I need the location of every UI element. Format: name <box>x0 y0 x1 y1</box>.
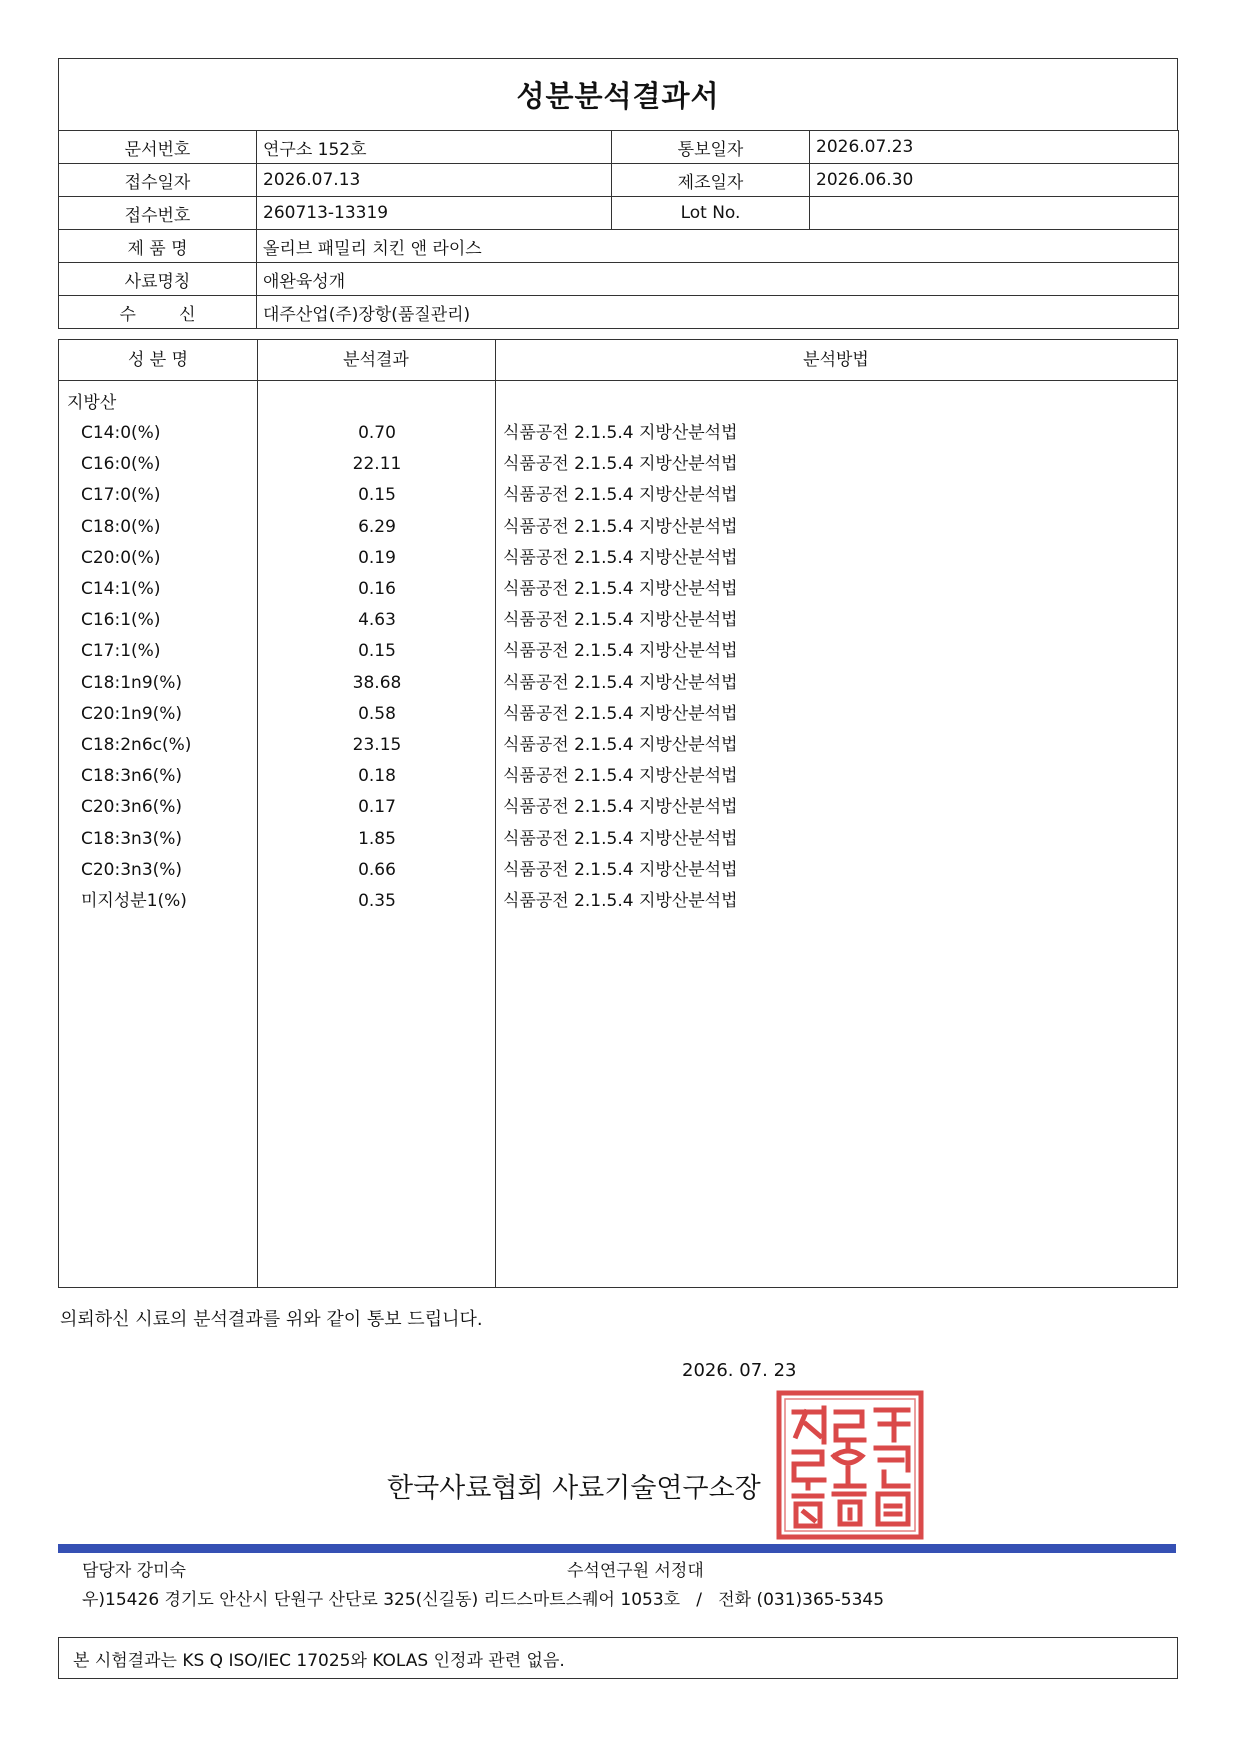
lot-label: Lot No. <box>612 197 810 230</box>
table-row <box>59 699 1177 730</box>
result-value: 0.70 <box>358 423 396 443</box>
group-label: 지방산 <box>67 393 117 413</box>
results-table <box>58 339 1178 1288</box>
table-row <box>59 761 1177 792</box>
mfg-date-label: 제조일자 <box>612 164 810 197</box>
result-value: 38.68 <box>352 672 402 693</box>
table-row <box>59 512 1177 543</box>
footer-note-box <box>58 1637 1178 1679</box>
table-row <box>59 824 1177 855</box>
sample-value: 애완육성개 <box>257 263 1179 296</box>
receipt-no-value: 260713-13319 <box>257 197 612 230</box>
notice-text: 의뢰하신 시료의 분석결과를 위와 같이 통보 드립니다. <box>60 1309 483 1330</box>
header-method: 분석방법 <box>803 350 869 370</box>
method-text: 식품공전 2.1.5.4 지방산분석법 <box>503 547 738 568</box>
table-row <box>59 574 1177 605</box>
table-row <box>59 636 1177 667</box>
doc-no-label: 문서번호 <box>59 131 257 164</box>
table-row <box>59 668 1177 699</box>
result-value: 0.58 <box>358 703 396 724</box>
component-name: C20:1n9(%) <box>81 703 183 724</box>
info-row <box>59 131 1179 164</box>
method-text: 식품공전 2.1.5.4 지방산분석법 <box>503 766 738 787</box>
mfg-date-value: 2026.06.30 <box>810 164 1179 197</box>
table-row <box>59 605 1177 636</box>
sample-label: 사료명칭 <box>59 263 257 296</box>
component-name: C16:0(%) <box>81 454 161 475</box>
header-result: 분석결과 <box>343 350 409 370</box>
table-row <box>59 792 1177 823</box>
table-row <box>59 730 1177 761</box>
table-row <box>59 480 1177 511</box>
accent-divider <box>58 1544 1176 1553</box>
method-text: 식품공전 2.1.5.4 지방산분석법 <box>503 859 738 880</box>
receipt-date-value: 2026.07.13 <box>257 164 612 197</box>
recipient-value: 대주산업(주)장항(품질관리) <box>257 296 1179 329</box>
title-box <box>58 58 1178 130</box>
info-row <box>59 263 1179 296</box>
document-title: 성분분석결과서 <box>516 79 720 113</box>
method-text: 식품공전 2.1.5.4 지방산분석법 <box>503 454 738 475</box>
footer-note: 본 시험결과는 KS Q ISO/IEC 17025와 KOLAS 인정과 관련 없음. <box>73 1650 565 1671</box>
result-value: 0.66 <box>358 859 396 880</box>
method-text: 식품공전 2.1.5.4 지방산분석법 <box>503 579 738 599</box>
method-text: 식품공전 2.1.5.4 지방산분석법 <box>503 610 738 631</box>
address-line: 우)15426 경기도 안산시 단원구 산단로 325(신길동) 리드스마트스퀘어 1053호 / 전화 (031)365-5345 <box>82 1590 885 1610</box>
table-row <box>59 449 1177 480</box>
result-value: 0.18 <box>358 766 396 787</box>
method-text: 식품공전 2.1.5.4 지방산분석법 <box>503 641 738 662</box>
component-name: C18:1n9(%) <box>81 672 183 693</box>
contact-person: 담당자 강미숙 <box>82 1561 186 1581</box>
receipt-date-label: 접수일자 <box>59 164 257 197</box>
component-name: C14:0(%) <box>81 423 161 443</box>
official-seal-stamp <box>776 1390 924 1540</box>
component-name: C18:0(%) <box>81 516 161 537</box>
notice-date-value: 2026.07.23 <box>810 131 1179 164</box>
notice-date-label: 통보일자 <box>612 131 810 164</box>
organization-name: 한국사료협회 사료기술연구소장 <box>387 1473 761 1504</box>
component-name: 미지성분1(%) <box>81 891 187 911</box>
component-name: C16:1(%) <box>81 610 161 631</box>
method-text: 식품공전 2.1.5.4 지방산분석법 <box>503 423 738 443</box>
result-value: 0.16 <box>358 579 396 599</box>
result-value: 0.15 <box>358 641 396 662</box>
info-row <box>59 197 1179 230</box>
chief-researcher: 수석연구원 서정대 <box>567 1561 704 1581</box>
component-name: C20:3n6(%) <box>81 797 183 818</box>
method-text: 식품공전 2.1.5.4 지방산분석법 <box>503 828 738 849</box>
component-name: C20:3n3(%) <box>81 859 183 880</box>
header-component: 성 분 명 <box>127 350 189 370</box>
lot-value <box>810 197 1179 230</box>
result-value: 0.19 <box>358 547 396 568</box>
issue-date: 2026. 07. 23 <box>682 1360 797 1381</box>
result-value: 0.15 <box>358 485 396 506</box>
method-text: 식품공전 2.1.5.4 지방산분석법 <box>503 485 738 506</box>
result-value: 4.63 <box>358 610 396 631</box>
method-text: 식품공전 2.1.5.4 지방산분석법 <box>503 516 738 537</box>
result-value: 1.85 <box>358 828 396 849</box>
product-label: 제 품 명 <box>59 230 257 263</box>
component-name: C18:3n3(%) <box>81 828 183 849</box>
table-row <box>59 855 1177 886</box>
table-row <box>59 886 1177 917</box>
component-name: C14:1(%) <box>81 579 161 599</box>
component-name: C20:0(%) <box>81 547 161 568</box>
method-text: 식품공전 2.1.5.4 지방산분석법 <box>503 735 738 755</box>
method-text: 식품공전 2.1.5.4 지방산분석법 <box>503 891 738 911</box>
method-text: 식품공전 2.1.5.4 지방산분석법 <box>503 797 738 818</box>
info-row <box>59 164 1179 197</box>
component-name: C17:1(%) <box>81 641 161 662</box>
result-value: 0.35 <box>358 891 396 911</box>
table-row <box>59 543 1177 574</box>
result-value: 0.17 <box>358 797 396 818</box>
doc-no-value: 연구소 152호 <box>257 131 612 164</box>
result-value: 6.29 <box>358 516 396 537</box>
component-name: C18:2n6c(%) <box>81 735 192 755</box>
info-row <box>59 230 1179 263</box>
method-text: 식품공전 2.1.5.4 지방산분석법 <box>503 703 738 724</box>
component-name: C17:0(%) <box>81 485 161 506</box>
component-name: C18:3n6(%) <box>81 766 183 787</box>
table-row <box>59 418 1177 449</box>
product-value: 올리브 패밀리 치킨 앤 라이스 <box>257 230 1179 263</box>
method-text: 식품공전 2.1.5.4 지방산분석법 <box>503 672 738 693</box>
receipt-no-label: 접수번호 <box>59 197 257 230</box>
info-row <box>59 296 1179 329</box>
result-value: 22.11 <box>352 454 402 475</box>
info-table <box>58 130 1179 329</box>
recipient-label: 수 신 <box>59 296 257 329</box>
result-value: 23.15 <box>352 735 402 755</box>
